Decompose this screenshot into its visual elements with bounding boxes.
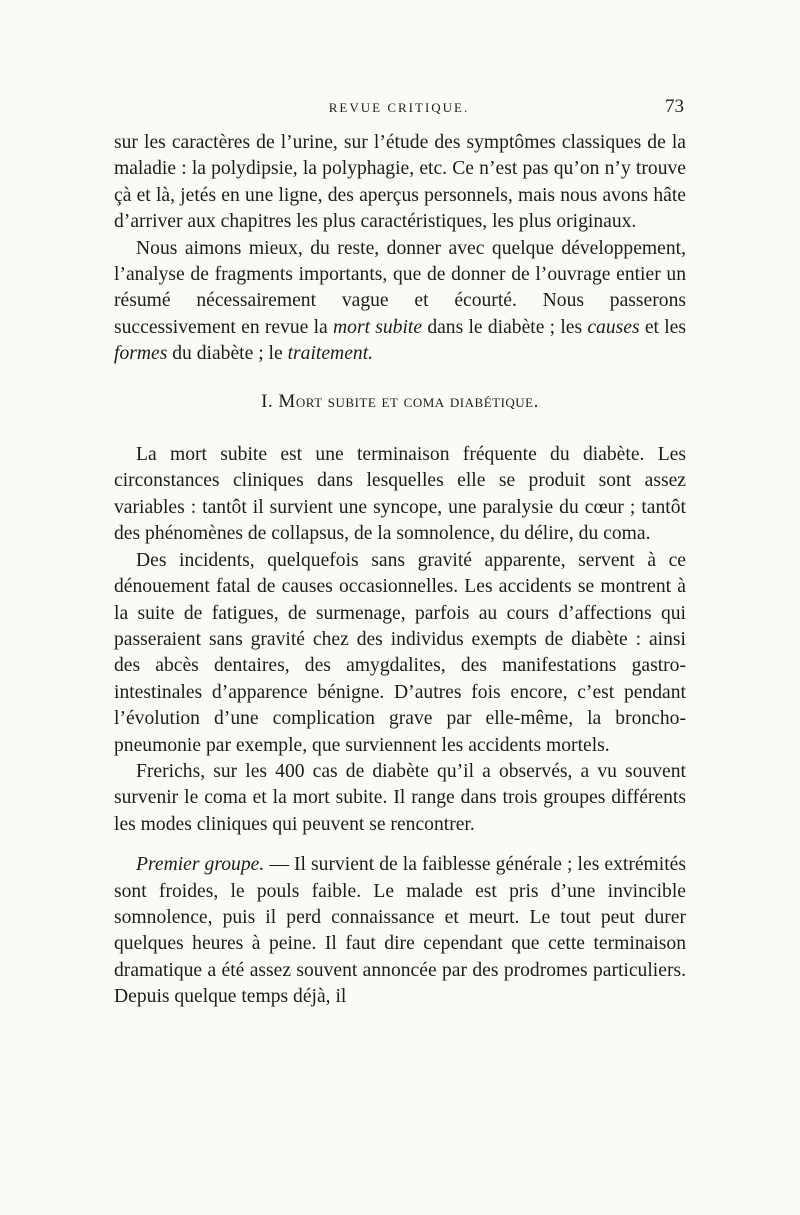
paragraph-2-emphasis-formes: formes	[114, 343, 168, 365]
running-title: REVUE CRITIQUE.	[328, 100, 470, 115]
paragraph-2-text-mid1: dans le diabète ; les	[427, 316, 583, 338]
section-paragraph-4-text: — Il survient de la faiblesse générale ; les extrémités sont froides, le pouls faible. Le malade est pris d’une invincible somnolence, puis il perd connaissance et meurt. Le tout peut durer quelques heures à peine. Il faut dire cependant que cette terminaison dramatique a été assez souvent annoncée par des prodromes particuliers. Depuis quelque temps déjà, il	[114, 854, 686, 1008]
section-paragraph-1: La mort subite est une terminaison fréquente du diabète. Les circonstances cliniques dans lesquelles elle se produit sont assez variables : tantôt il survient une syncope, une paralysie du cœur ; tantôt des phénomènes de collapsus, de la somnolence, du délire, du coma.	[114, 444, 686, 545]
paragraph-2-text-start: Nous aimons mieux, du reste, donner avec quelque développement, l’analyse de fragments importants, que de donner de l’ouvrage entier un résumé nécessairement vague et écourté. Nous passerons successivement en revue la	[114, 237, 686, 338]
paragraph-2-emphasis-causes: causes	[587, 316, 640, 338]
section-heading: I. Mort subite et coma diabétique.	[261, 390, 539, 412]
paragraph-1: sur les caractères de l’urine, sur l’étude des symptômes classiques de la maladie : la polydipsie, la polyphagie, etc. Ce n’est pas qu’on n’y trouve çà et là, jetés en une ligne, des aperçus personnels, mais nous avons hâte d’arriver aux chapitres les plus caractéristiques, les plus originaux.	[114, 132, 686, 233]
section-paragraph-2: Des incidents, quelquefois sans gravité apparente, servent à ce dénouement fatal de causes occasionnelles. Les accidents se montrent à la suite de fatigues, de surmenage, parfois au cours d’affections qui passeraient sans gravité chez des individus exempts de diabète : ainsi des abcès dentaires, des amygdalites, des manifestations gastro-intestinales d’apparence bénigne. D’autres fois encore, c’est pendant l’évolution d’une complication grave par elle-même, la broncho-pneumonie par exemple, que surviennent les accidents mortels.	[114, 549, 686, 756]
paragraph-gap	[114, 838, 686, 852]
paragraph-2-emphasis-traitement: traitement.	[287, 343, 374, 365]
section-paragraph-4	[114, 852, 686, 1010]
page-number: 73	[665, 96, 684, 117]
premier-groupe-label: Premier groupe.	[136, 854, 265, 876]
paragraph-2-emphasis-mort-subite: mort subite	[333, 316, 423, 338]
paragraph-2	[114, 236, 686, 368]
page-header	[114, 96, 684, 126]
paragraph-2-text-mid3: du diabète ; le	[172, 343, 283, 365]
paragraph-2-text-mid2: et les	[644, 316, 687, 338]
section-paragraph-3: Frerichs, sur les 400 cas de diabète qu’il a observés, a vu souvent survenir le coma et la mort subite. Il range dans trois groupes différents les modes cliniques qui peuvent se rencontrer.	[114, 760, 686, 835]
body-text	[114, 130, 686, 1011]
